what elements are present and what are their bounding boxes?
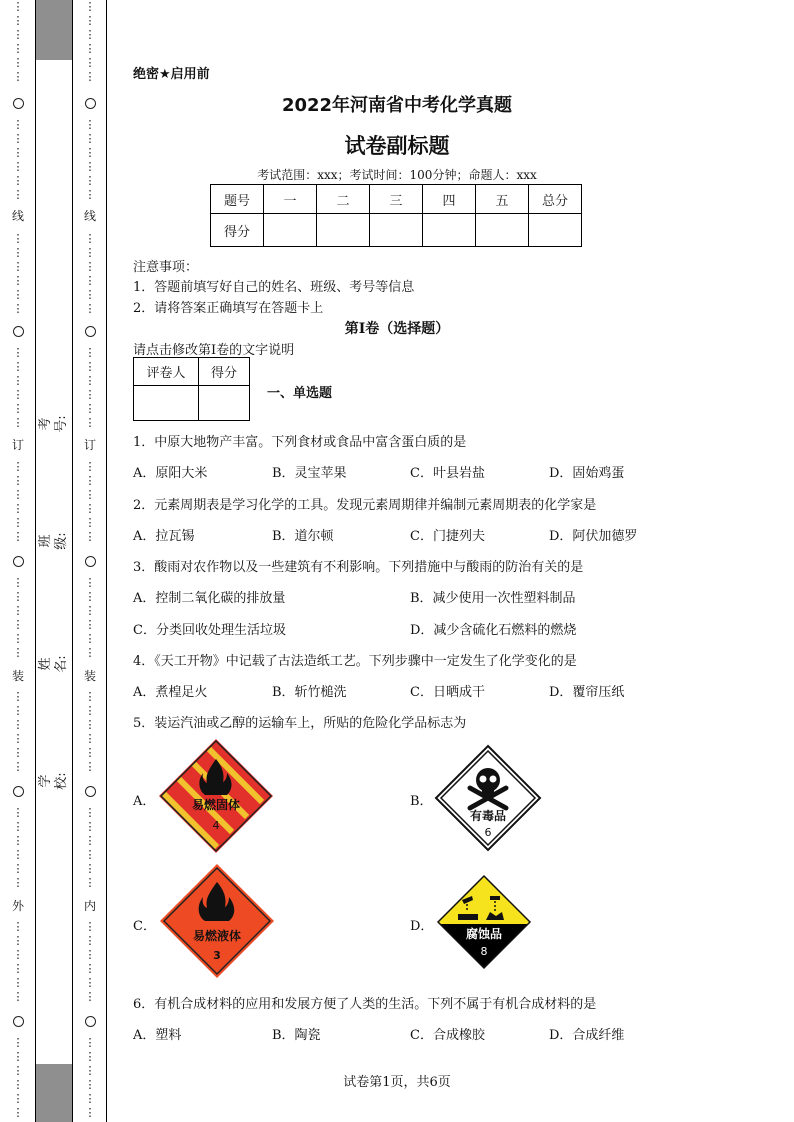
sign-label: 易燃固体 bbox=[191, 798, 241, 812]
dotted-cut-line: ⋮ ⋮ ⋮ ⋮ ⋮ ⋮ bbox=[84, 460, 96, 543]
class-label: 班级: bbox=[38, 532, 69, 550]
flammable-solid-sign[interactable] bbox=[157, 737, 275, 855]
option-a[interactable]: A．原阳大米 bbox=[133, 466, 208, 481]
margin-char: 线 bbox=[83, 209, 96, 223]
page-footer: 试卷第1页，共6页 bbox=[343, 1075, 451, 1090]
notice-item: 1．答题前填写好自己的姓名、班级、考号等信息 bbox=[133, 280, 415, 295]
dotted-cut-line: ⋮ ⋮ ⋮ ⋮ ⋮ ⋮ bbox=[84, 346, 96, 429]
sign-label: 腐蚀品 bbox=[465, 927, 503, 941]
exam-info: 考试范围：xxx；考试时间：100分钟；命题人：xxx bbox=[257, 168, 537, 182]
sign-number: 8 bbox=[480, 945, 488, 958]
score-cell[interactable] bbox=[370, 214, 423, 247]
score-table-header: 三 bbox=[370, 185, 423, 214]
option-b[interactable]: B．减少使用一次性塑料制品 bbox=[410, 591, 576, 606]
circle-mark bbox=[85, 786, 96, 797]
dotted-cut-line: ⋮ ⋮ ⋮ ⋮ ⋮ ⋮ bbox=[84, 576, 96, 659]
exam-number-label: 考号: bbox=[38, 415, 69, 433]
option-c[interactable]: C．合成橡胶 bbox=[410, 1028, 485, 1043]
dotted-cut-line: ⋮ ⋮ ⋮ ⋮ ⋮ ⋮ bbox=[12, 1036, 24, 1119]
option-b[interactable]: B．灵宝苹果 bbox=[272, 466, 347, 481]
dotted-cut-line: ⋮ ⋮ ⋮ ⋮ ⋮ ⋮ bbox=[12, 460, 24, 543]
dotted-cut-line: ⋮ ⋮ ⋮ ⋮ ⋮ ⋮ bbox=[84, 1036, 96, 1119]
circle-mark bbox=[13, 98, 24, 109]
question-stem: 4．《天工开物》中记载了古法造纸工艺。下列步骤中一定发生了化学变化的是 bbox=[133, 654, 577, 669]
margin-char: 订 bbox=[11, 438, 24, 452]
circle-mark bbox=[13, 1016, 24, 1027]
question-stem: 6．有机合成材料的应用和发展方便了人类的生活。下列不属于有机合成材料的是 bbox=[133, 997, 597, 1012]
margin-char: 线 bbox=[11, 209, 24, 223]
corrosive-sign[interactable] bbox=[436, 874, 532, 970]
margin-char: 内 bbox=[83, 899, 96, 913]
grader-table bbox=[133, 357, 250, 421]
dotted-cut-line: ⋮ ⋮ ⋮ ⋮ ⋮ ⋮ bbox=[84, 806, 96, 889]
section-title: 一、单选题 bbox=[267, 386, 333, 401]
option-d[interactable]: D．覆帘压纸 bbox=[549, 685, 625, 700]
option-a[interactable]: A．煮楻足火 bbox=[133, 685, 208, 700]
dotted-cut-line: ⋮ ⋮ ⋮ ⋮ ⋮ ⋮ bbox=[84, 232, 96, 315]
circle-mark bbox=[13, 786, 24, 797]
margin-grey-block bbox=[36, 0, 72, 60]
circle-mark bbox=[85, 556, 96, 567]
sign-number: 6 bbox=[484, 826, 492, 839]
option-a[interactable]: A．塑料 bbox=[133, 1028, 182, 1043]
margin-line bbox=[35, 0, 36, 1122]
page-subtitle: 试卷副标题 bbox=[344, 134, 450, 158]
option-b[interactable]: B．道尔顿 bbox=[272, 529, 334, 544]
circle-mark bbox=[13, 326, 24, 337]
flammable-liquid-sign[interactable] bbox=[158, 862, 276, 980]
option-d[interactable]: D．合成纤维 bbox=[549, 1028, 625, 1043]
notice-heading: 注意事项： bbox=[133, 260, 199, 275]
question-stem: 2．元素周期表是学习化学的工具。发现元素周期律并编制元素周期表的化学家是 bbox=[133, 498, 597, 513]
dotted-cut-line: ⋮ ⋮ ⋮ ⋮ ⋮ ⋮ bbox=[84, 118, 96, 201]
score-table bbox=[210, 184, 582, 247]
score-cell[interactable] bbox=[264, 214, 317, 247]
question-stem: 1．中原大地物产丰富。下列食材或食品中富含蛋白质的是 bbox=[133, 435, 467, 450]
confidential-mark: 绝密★启用前 bbox=[133, 67, 210, 82]
dotted-cut-line: ⋮ ⋮ ⋮ ⋮ ⋮ ⋮ bbox=[12, 118, 24, 201]
dotted-cut-line: ⋮ ⋮ ⋮ ⋮ ⋮ ⋮ bbox=[84, 690, 96, 773]
dotted-cut-line: ⋮ ⋮ ⋮ ⋮ ⋮ ⋮ bbox=[84, 920, 96, 1003]
question-stem: 5．装运汽油或乙醇的运输车上，所贴的危险化学品标志为 bbox=[133, 716, 467, 731]
sign-number: 3 bbox=[213, 949, 221, 962]
option-b[interactable]: B． bbox=[410, 794, 433, 809]
dotted-cut-line: ⋮ ⋮ ⋮ ⋮ ⋮ ⋮ bbox=[12, 232, 24, 315]
name-label: 姓名: bbox=[38, 655, 69, 673]
option-b[interactable]: B．斩竹槌洗 bbox=[272, 685, 347, 700]
option-c[interactable]: C．日晒成干 bbox=[410, 685, 485, 700]
score-cell[interactable] bbox=[423, 214, 476, 247]
page-title: 2022年河南省中考化学真题 bbox=[281, 95, 513, 116]
option-d[interactable]: D．减少含硫化石燃料的燃烧 bbox=[410, 623, 577, 638]
grader-cell[interactable] bbox=[134, 386, 199, 421]
sign-label: 有毒品 bbox=[469, 809, 507, 823]
circle-mark bbox=[13, 556, 24, 567]
option-c[interactable]: C． bbox=[133, 919, 156, 934]
circle-mark bbox=[85, 326, 96, 337]
dotted-cut-line: ⋮ ⋮ ⋮ ⋮ ⋮ ⋮ bbox=[12, 576, 24, 659]
option-a[interactable]: A．拉瓦锡 bbox=[133, 529, 195, 544]
circle-mark bbox=[85, 1016, 96, 1027]
score-row-label: 得分 bbox=[211, 214, 264, 247]
option-d[interactable]: D．阿伏加德罗 bbox=[549, 529, 638, 544]
margin-line bbox=[106, 0, 107, 1122]
option-a[interactable]: A．控制二氧化碳的排放量 bbox=[133, 591, 286, 606]
margin-char: 订 bbox=[83, 438, 96, 452]
notice-item: 2．请将答案正确填写在答题卡上 bbox=[133, 301, 324, 316]
score-cell[interactable] bbox=[529, 214, 582, 247]
score-table-header: 二 bbox=[317, 185, 370, 214]
score-table-header: 题号 bbox=[211, 185, 264, 214]
sign-label: 易燃液体 bbox=[192, 929, 242, 943]
dotted-cut-line: ⋮ ⋮ ⋮ ⋮ ⋮ ⋮ bbox=[12, 806, 24, 889]
option-a[interactable]: A． bbox=[133, 794, 156, 809]
grader-header: 得分 bbox=[199, 358, 250, 386]
grader-cell[interactable] bbox=[199, 386, 250, 421]
margin-char: 装 bbox=[11, 669, 24, 683]
option-c[interactable]: C．门捷列夫 bbox=[410, 529, 485, 544]
part-instruction[interactable]: 请点击修改第I卷的文字说明 bbox=[133, 343, 295, 358]
margin-line bbox=[72, 0, 73, 1122]
option-c[interactable]: C．叶县岩盐 bbox=[410, 466, 485, 481]
margin-char: 装 bbox=[83, 669, 96, 683]
option-d[interactable]: D． bbox=[410, 919, 434, 934]
dotted-cut-line: ⋮ ⋮ ⋮ ⋮ ⋮ ⋮ bbox=[84, 0, 96, 83]
toxic-sign[interactable] bbox=[434, 744, 542, 852]
dotted-cut-line: ⋮ ⋮ ⋮ ⋮ ⋮ ⋮ bbox=[12, 920, 24, 1003]
dotted-cut-line: ⋮ ⋮ ⋮ ⋮ ⋮ ⋮ bbox=[12, 0, 24, 83]
school-label: 学校: bbox=[38, 772, 69, 790]
score-table-header: 四 bbox=[423, 185, 476, 214]
score-table-header: 一 bbox=[264, 185, 317, 214]
grader-header: 评卷人 bbox=[134, 358, 199, 386]
option-d[interactable]: D．固始鸡蛋 bbox=[549, 466, 625, 481]
dotted-cut-line: ⋮ ⋮ ⋮ ⋮ ⋮ ⋮ bbox=[12, 346, 24, 429]
question-stem: 3．酸雨对农作物以及一些建筑有不利影响。下列措施中与酸雨的防治有关的是 bbox=[133, 560, 584, 575]
option-b[interactable]: B．陶瓷 bbox=[272, 1028, 321, 1043]
score-cell[interactable] bbox=[476, 214, 529, 247]
score-table-header: 总分 bbox=[529, 185, 582, 214]
margin-char: 外 bbox=[11, 899, 24, 913]
sign-number: 4 bbox=[212, 819, 220, 832]
dotted-cut-line: ⋮ ⋮ ⋮ ⋮ ⋮ ⋮ bbox=[12, 690, 24, 773]
circle-mark bbox=[85, 98, 96, 109]
score-cell[interactable] bbox=[317, 214, 370, 247]
option-c[interactable]: C．分类回收处理生活垃圾 bbox=[133, 623, 286, 638]
score-table-header: 五 bbox=[476, 185, 529, 214]
part-title: 第I卷（选择题） bbox=[344, 321, 450, 337]
binding-margin bbox=[0, 0, 108, 1122]
